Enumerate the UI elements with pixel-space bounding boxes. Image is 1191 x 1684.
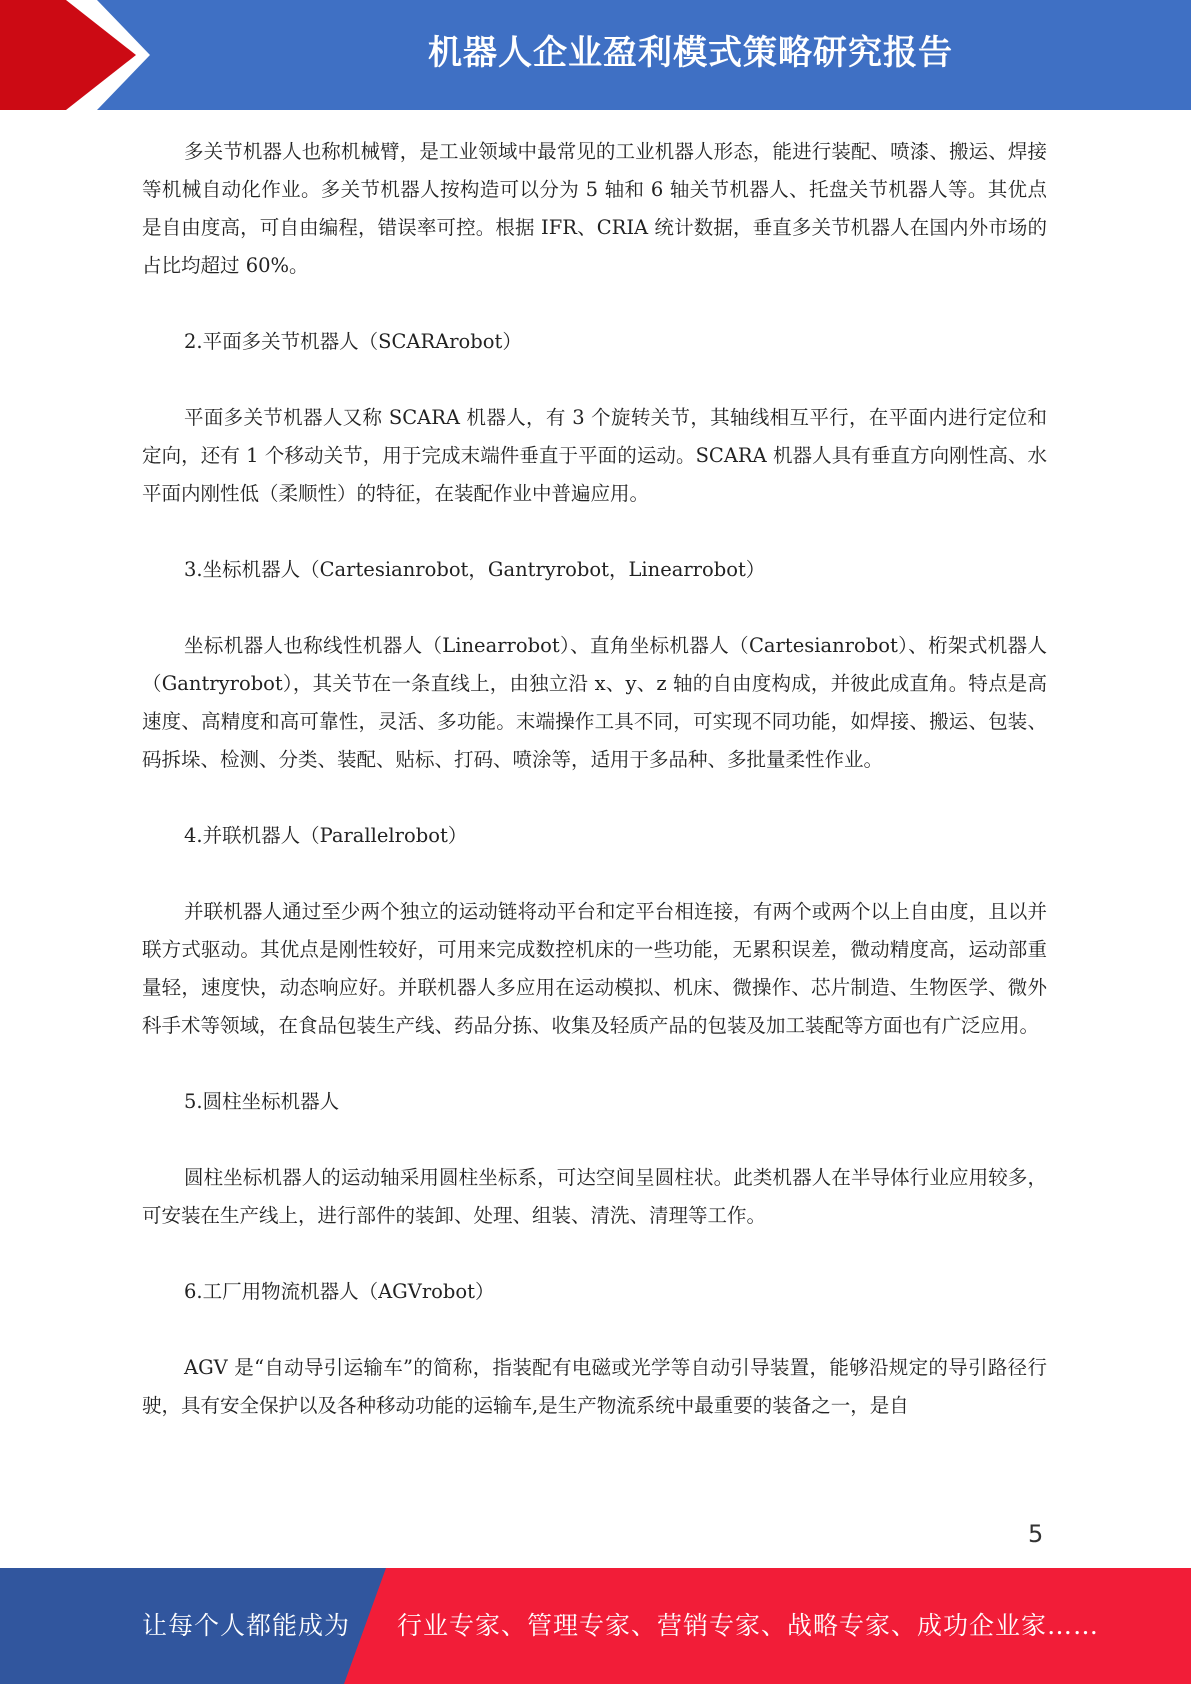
footer-slogan-right: 行业专家、管理专家、营销专家、战略专家、成功企业家…… — [397, 1611, 1100, 1640]
paragraph-cartesian: 坐标机器人也称线性机器人（Linearrobot）、直角坐标机器人（Cartesianrobot）、桁架式机器人（Gantryrobot），其关节在一条直线上，由独立沿 x、y、z 轴的自由度构成，并彼此成直角。特点是高速度、高精度和高可靠性，灵活、多功能。末端操作工具不同，可实现不同功能，如焊接、搬运、包装、码拆垛、检测、分类、装配、贴标、打码、喷涂等，适用于多品种、多批量柔性作业。 — [142, 634, 1047, 771]
section-heading-cylindrical: 5.圆柱坐标机器人 — [184, 1090, 340, 1113]
paragraph-scara: 平面多关节机器人又称 SCARA 机器人，有 3 个旋转关节，其轴线相互平行，在平面内进行定位和定向，还有 1 个移动关节，用于完成末端件垂直于平面的运动。SCARA 机器人具有垂直方向刚性高、水平面内刚性低（柔顺性）的特征，在装配作业中普遍应用。 — [142, 406, 1047, 505]
section-heading-agv: 6.工厂用物流机器人（AGVrobot） — [184, 1280, 495, 1303]
paragraph-agv: AGV 是“自动导引运输车”的简称，指装配有电磁或光学等自动引导装置，能够沿规定的导引路径行驶，具有安全保护以及各种移动功能的运输车,是生产物流系统中最重要的装备之一，是自 — [142, 1356, 1047, 1417]
section-heading-scara: 2.平面多关节机器人（SCARArobot） — [184, 330, 522, 353]
paragraph-cylindrical: 圆柱坐标机器人的运动轴采用圆柱坐标系，可达空间呈圆柱状。此类机器人在半导体行业应用较多，可安装在生产线上，进行部件的装卸、处理、组装、清洗、清理等工作。 — [142, 1166, 1047, 1227]
paragraph-articulated-robot: 多关节机器人也称机械臂，是工业领域中最常见的工业机器人形态，能进行装配、喷漆、搬运、焊接等机械自动化作业。多关节机器人按构造可以分为 5 轴和 6 轴关节机器人、托盘关节机器人等。其优点是自由度高，可自由编程，错误率可控。根据 IFR、CRIA 统计数据，垂直多关节机器人在国内外市场的占比均超过 60%。 — [142, 140, 1047, 277]
section-heading-parallel: 4.并联机器人（Parallelrobot） — [184, 824, 468, 847]
footer-slogan-left: 让每个人都能成为 — [142, 1611, 351, 1640]
document-body — [142, 133, 1047, 1463]
page-footer — [0, 1568, 1191, 1684]
paragraph-parallel: 并联机器人通过至少两个独立的运动链将动平台和定平台相连接，有两个或两个以上自由度，且以并联方式驱动。其优点是刚性较好，可用来完成数控机床的一些功能，无累积误差，微动精度高，运动部重量轻，速度快，动态响应好。并联机器人多应用在运动模拟、机床、微操作、芯片制造、生物医学、微外科手术等领域，在食品包装生产线、药品分拣、收集及轻质产品的包装及加工装配等方面也有广泛应用。 — [142, 900, 1047, 1037]
report-title: 机器人企业盈利模式策略研究报告 — [428, 33, 953, 73]
header-arrow-decoration — [0, 0, 142, 110]
page-header — [0, 0, 1191, 110]
page-number: 5 — [1028, 1520, 1044, 1548]
section-heading-cartesian: 3.坐标机器人（Cartesianrobot，Gantryrobot，Linearrobot） — [184, 558, 766, 581]
